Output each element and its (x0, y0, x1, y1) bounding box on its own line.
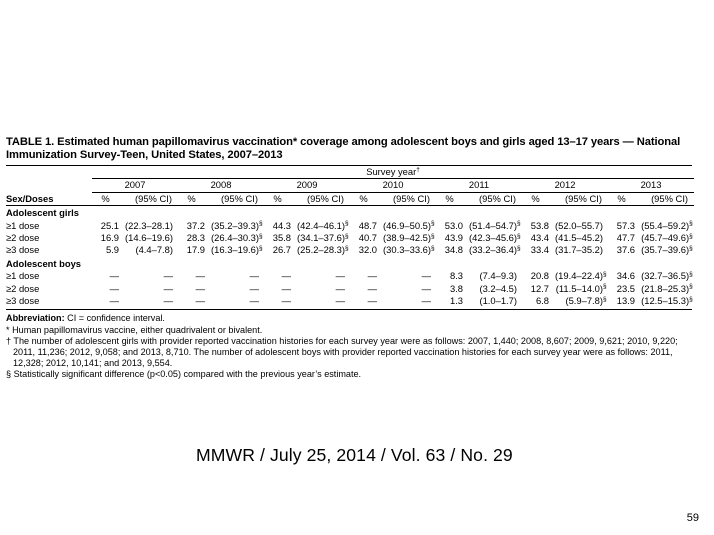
pct-cell: 20.8 (530, 270, 549, 282)
pct-cell: 23.5 (616, 282, 635, 294)
pct-cell: 32.0 (358, 244, 377, 256)
pct-cell: 26.7 (272, 244, 291, 256)
pct-cell: 53.0 (444, 219, 463, 231)
ci-cell: (1.0–1.7) (479, 295, 517, 307)
footnote-dagger-cont2: 12,328; 2012, 10,141; and 2013, 9,554. (13, 358, 173, 369)
pct-cell: 57.3 (616, 219, 635, 231)
ci-cell: — (163, 282, 173, 294)
pct-cell: 47.7 (616, 232, 635, 244)
ci-cell: (35.2–39.3)§ (211, 219, 263, 231)
pct-cell: 34.8 (444, 244, 463, 256)
pct-header: % (359, 192, 368, 204)
pct-cell: 16.9 (100, 232, 119, 244)
pct-cell: — (195, 270, 205, 282)
ci-cell: (41.5–45.2) (555, 232, 603, 244)
ci-header: (95% CI) (307, 192, 344, 204)
pct-cell: — (195, 282, 205, 294)
ci-cell: — (335, 295, 345, 307)
ci-cell: — (421, 270, 431, 282)
year-header-2011: 2011 (436, 179, 522, 192)
ci-cell: (32.7–36.5)§ (641, 270, 693, 282)
ci-cell: (30.3–33.6)§ (383, 244, 435, 256)
pct-cell: 37.6 (616, 244, 635, 256)
table-row (6, 295, 694, 309)
pct-cell: — (281, 282, 291, 294)
ci-cell: (55.4–59.2)§ (641, 219, 693, 231)
dose-label: ≥2 dose (6, 282, 40, 294)
dose-label: ≥3 dose (6, 244, 40, 256)
pct-cell: 48.7 (358, 219, 377, 231)
pct-header: % (617, 192, 626, 204)
pct-cell: — (367, 282, 377, 294)
table-row (6, 220, 694, 232)
pct-cell: — (281, 295, 291, 307)
dose-label: ≥3 dose (6, 295, 40, 307)
sex-doses-header: Sex/Doses (6, 192, 54, 204)
pct-cell: 43.9 (444, 232, 463, 244)
ci-header: (95% CI) (479, 192, 516, 204)
table-row (6, 283, 694, 295)
ci-cell: (22.3–28.1) (125, 219, 173, 231)
year-header-2008: 2008 (178, 179, 264, 192)
pct-cell: 28.3 (186, 232, 205, 244)
pct-cell: 53.8 (530, 219, 549, 231)
pct-cell: — (195, 295, 205, 307)
ci-cell: (45.7–49.6)§ (641, 232, 693, 244)
ci-cell: — (335, 270, 345, 282)
ci-cell: (31.7–35.2) (555, 244, 603, 256)
table-row (6, 244, 694, 256)
ci-cell: (16.3–19.6)§ (211, 244, 263, 256)
pct-cell: — (367, 270, 377, 282)
ci-header: (95% CI) (651, 192, 689, 204)
dose-label: ≥1 dose (6, 219, 40, 231)
ci-cell: (5.9–7.8)§ (565, 295, 607, 307)
pct-header: % (531, 192, 540, 204)
pct-cell: 17.9 (186, 244, 205, 256)
table-block (6, 136, 692, 381)
dose-label: ≥2 dose (6, 232, 40, 244)
ci-header: (95% CI) (565, 192, 602, 204)
ci-cell: — (249, 270, 259, 282)
footnote-dagger-cont: 2011, 11,236; 2012, 9,058; and 2013, 8,710. The number of adolescent boys with provider reported vaccination histories for each survey year were as follows: 2011, (13, 347, 673, 358)
year-header-2009: 2009 (264, 179, 350, 192)
ci-cell: — (163, 295, 173, 307)
group-label: Adolescent boys (6, 257, 82, 269)
pct-cell: 3.8 (449, 282, 463, 294)
ci-cell: (34.1–37.6)§ (297, 232, 349, 244)
table-title: TABLE 1. Estimated human papillomavirus vaccination* coverage among adolescent boys and girls aged 13–17 years — National Immunization Survey-Teen, United States, 2007–2013 (6, 136, 681, 161)
pct-cell: 33.4 (530, 244, 549, 256)
ci-header: (95% CI) (393, 192, 430, 204)
pct-cell: — (367, 295, 377, 307)
pct-cell: 6.8 (535, 295, 549, 307)
ci-cell: (21.8–25.3)§ (641, 282, 693, 294)
ci-cell: (52.0–55.7) (555, 219, 603, 231)
footnote-star: * Human papillomavirus vaccine, either quadrivalent or bivalent. (6, 324, 263, 335)
ci-cell: — (163, 270, 173, 282)
ci-cell: (12.5–15.3)§ (641, 295, 693, 307)
pct-cell: 13.9 (616, 295, 635, 307)
pct-cell: 8.3 (449, 270, 463, 282)
ci-cell: — (249, 282, 259, 294)
ci-header: (95% CI) (135, 192, 172, 204)
year-header-2012: 2012 (522, 179, 608, 192)
ci-cell: (7.4–9.3) (479, 270, 517, 282)
ci-cell: (3.2–4.5) (479, 282, 517, 294)
pct-cell: 40.7 (358, 232, 377, 244)
pct-cell: 37.2 (186, 219, 205, 231)
ci-cell: (51.4–54.7)§ (469, 219, 521, 231)
year-header-2010: 2010 (350, 179, 436, 192)
ci-cell: (4.4–7.8) (135, 244, 173, 256)
ci-cell: — (421, 282, 431, 294)
pct-cell: 1.3 (449, 295, 463, 307)
table-row (6, 270, 694, 282)
pct-cell: — (281, 270, 291, 282)
pct-cell: — (109, 282, 119, 294)
ci-cell: (26.4–30.3)§ (211, 232, 263, 244)
pct-header: % (273, 192, 282, 204)
pct-cell: 25.1 (100, 219, 119, 231)
pct-cell: 43.4 (530, 232, 549, 244)
ci-cell: (14.6–19.6) (125, 232, 173, 244)
ci-cell: (42.3–45.6)§ (469, 232, 521, 244)
table-footnotes (6, 313, 692, 380)
pct-cell: — (109, 270, 119, 282)
footnote-section: § Statistically significant difference (p<0.05) compared with the previous year’s estimate. (6, 369, 362, 380)
dose-label: ≥1 dose (6, 270, 40, 282)
ci-cell: (38.9–42.5)§ (383, 232, 435, 244)
table-row (6, 232, 694, 244)
ci-cell: (19.4–22.4)§ (555, 270, 607, 282)
group-label: Adolescent girls (6, 207, 79, 219)
pct-cell: 44.3 (272, 219, 291, 231)
survey-year-header: Survey year† (92, 166, 694, 179)
ci-cell: (11.5–14.0)§ (555, 282, 607, 294)
footnote-abbreviation: Abbreviation: CI = confidence interval. (6, 313, 165, 324)
pct-cell: 34.6 (616, 270, 635, 282)
ci-cell: (35.7–39.6)§ (641, 244, 693, 256)
year-header-2013: 2013 (608, 179, 694, 192)
pct-header: % (187, 192, 196, 204)
ci-cell: — (335, 282, 345, 294)
pct-header: % (101, 192, 110, 204)
year-header-2007: 2007 (92, 179, 178, 192)
pct-cell: — (109, 295, 119, 307)
ci-cell: (46.9–50.5)§ (383, 219, 435, 231)
pct-cell: 5.9 (105, 244, 119, 256)
page-number: 59 (686, 512, 699, 524)
ci-cell: (33.2–36.4)§ (469, 244, 521, 256)
ci-cell: (42.4–46.1)§ (297, 219, 349, 231)
ci-cell: — (421, 295, 431, 307)
ci-cell: (25.2–28.3)§ (297, 244, 349, 256)
vaccination-coverage-table (6, 166, 694, 309)
pct-cell: 35.8 (272, 232, 291, 244)
ci-header: (95% CI) (221, 192, 258, 204)
table-bottom-rule (6, 309, 692, 310)
pct-cell: 12.7 (530, 282, 549, 294)
footnote-dagger: † The number of adolescent girls with provider reported vaccination histories for each survey year were as follows: 2007, 1,440; 2008, 8,607; 2009, 9,621; 2010, 9,220; (6, 335, 678, 346)
pct-header: % (445, 192, 454, 204)
citation: MMWR / July 25, 2014 / Vol. 63 / No. 29 (196, 445, 513, 465)
ci-cell: — (249, 295, 259, 307)
